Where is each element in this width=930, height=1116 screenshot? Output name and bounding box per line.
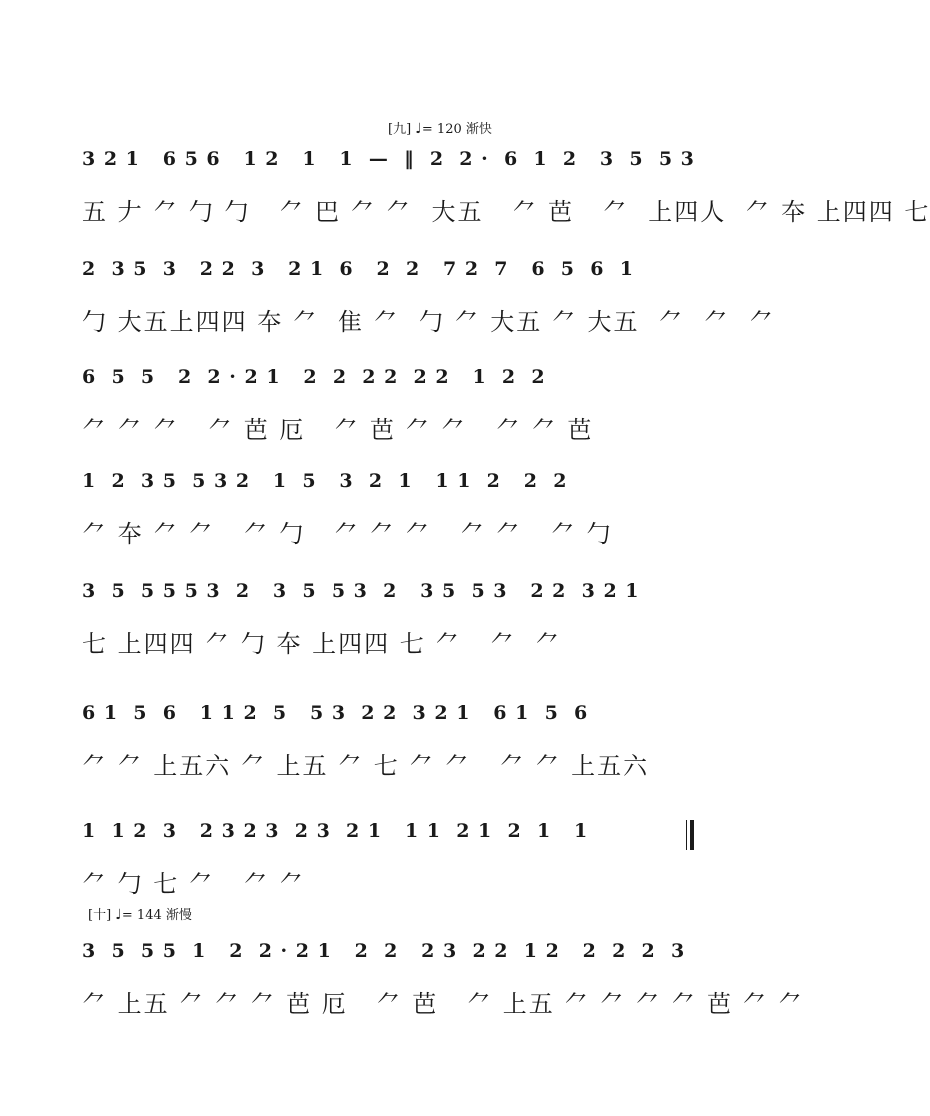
- notation-line: 3 5 5 5 5 3 2 3 5 5 3 2 3 5 5 3 2 2 3 2 1: [82, 580, 640, 602]
- section-10-heading: [88, 904, 192, 923]
- score-system-2: [82, 258, 776, 338]
- score-system-4: [82, 470, 702, 550]
- score-system-8: [82, 940, 805, 1020]
- quarter-note-icon: ♩: [415, 121, 422, 137]
- section-9-tempo: = 120: [421, 122, 462, 137]
- section-10-label: [十]: [88, 908, 112, 923]
- score-system-7: [82, 820, 702, 900]
- tablature-line: 五 𠂇 ⺈ 勹 勹 ⺈ 巴 ⺈ ⺈ 大五 ⺈ 芭 ⺈ 上四人 ⺈ 夲 上四四 七: [82, 198, 930, 226]
- section-9-label: [九]: [388, 122, 412, 137]
- section-9-instruction: 渐快: [465, 122, 492, 137]
- score-system-1: [82, 148, 930, 228]
- tablature-line: ⺈ ⺈ ⺈ ⺈ 芭 厄 ⺈ 芭 ⺈ ⺈ ⺈ ⺈ 芭: [82, 416, 594, 444]
- notation-line: 1 1 2 3 2 3 2 3 2 3 2 1 1 1 2 1 2 1 1: [82, 820, 589, 842]
- score-system-5: [82, 580, 702, 670]
- final-barline: [686, 820, 694, 850]
- tablature-line: 勹 大五上四四 夲 ⺈ 隹 ⺈ 勹 ⺈ 大五 ⺈ 大五 ⺈ ⺈ ⺈: [82, 308, 776, 336]
- quarter-note-icon: ♩: [115, 907, 122, 923]
- section-10-tempo: = 144: [121, 908, 162, 923]
- section-9-heading: [388, 118, 492, 137]
- tablature-line: ⺈ 上五 ⺈ ⺈ ⺈ 芭 厄 ⺈ 芭 ⺈ 上五 ⺈ ⺈ ⺈ ⺈ 芭 ⺈ ⺈: [82, 990, 805, 1018]
- notation-line: 3 2 1 6 5 6 1 2 1 1 — ‖ 2 2 · 6 1 2 3 5 5 3: [82, 148, 695, 170]
- notation-line: 3 5 5 5 1 2 2 · 2 1 2 2 2 3 2 2 1 2 2 2 2 3: [82, 940, 686, 962]
- notation-line: 6 1 5 6 1 1 2 5 5 3 2 2 3 2 1 6 1 5 6: [82, 702, 589, 724]
- score-system-6: [82, 702, 702, 782]
- notation-line: 1 2 3 5 5 3 2 1 5 3 2 1 1 1 2 2 2: [82, 470, 568, 492]
- section-10-instruction: 渐慢: [165, 908, 192, 923]
- tablature-line: 七 上四四 ⺈ 勹 夲 上四四 七 ⺈ ⺈ ⺈: [82, 630, 562, 658]
- tablature-line: ⺈ 勹 七 ⺈ ⺈ ⺈: [82, 870, 306, 898]
- tablature-line: ⺈ 夲 ⺈ ⺈ ⺈ 勹 ⺈ ⺈ ⺈ ⺈ ⺈ ⺈ 勹: [82, 520, 613, 548]
- notation-line: 2 3 5 3 2 2 3 2 1 6 2 2 7 2 7 6 5 6 1: [82, 258, 634, 280]
- tablature-line: ⺈ ⺈ 上五六 ⺈ 上五 ⺈ 七 ⺈ ⺈ ⺈ ⺈ 上五六: [82, 752, 650, 780]
- score-system-3: [82, 366, 702, 446]
- notation-line: 6 5 5 2 2 · 2 1 2 2 2 2 2 2 1 2 2: [82, 366, 546, 388]
